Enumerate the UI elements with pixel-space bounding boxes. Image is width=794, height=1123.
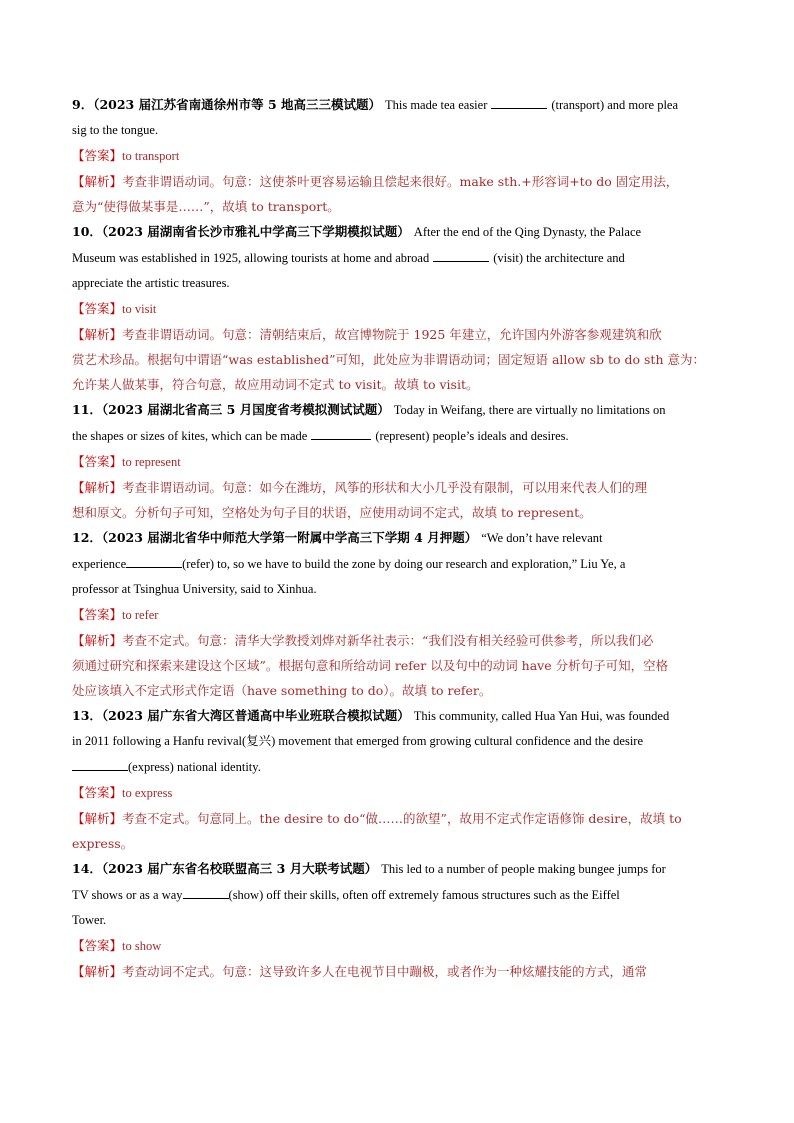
question-source: （2023 届广东省名校联盟高三 3 月大联考试题） — [101, 861, 378, 876]
answer-tag: 【答案】 — [72, 938, 123, 953]
question-number: 9． — [72, 97, 94, 112]
question-text: Tower. — [72, 913, 107, 927]
analysis-text: 考查非谓语动词。句意：这使茶叶更容易运输且偿起来很好。make sth.+形容词+to do 固定用法， — [122, 174, 679, 189]
question-number: 14． — [72, 861, 102, 876]
question-text: “We don’t have relevant — [481, 531, 603, 545]
question-number: 12． — [72, 530, 102, 545]
question-text: (represent) people’s ideals and desires. — [375, 429, 569, 443]
answer-text: to transport — [122, 149, 180, 163]
answer-blank[interactable] — [183, 884, 229, 899]
question-text: the shapes or sizes of kites, which can be made — [72, 429, 308, 443]
question-number: 13． — [72, 708, 102, 723]
question-number: 11． — [72, 402, 102, 417]
analysis-text: 允许某人做某事，符合句意，故应用动词不定式 to visit。故填 to visit。 — [72, 377, 479, 392]
question-text: (visit) the architecture and — [493, 251, 625, 265]
answer-blank[interactable] — [72, 756, 128, 771]
question-13 — [72, 703, 722, 856]
analysis-text: 意为“使得做某事是……”，故填 to transport。 — [72, 199, 340, 214]
answer-tag: 【答案】 — [72, 785, 123, 800]
question-text: appreciate the artistic treasures. — [72, 276, 230, 290]
question-source: （2023 届广东省大湾区普通高中毕业班联合模拟试题） — [101, 708, 410, 723]
document-page — [72, 92, 722, 984]
question-source: （2023 届湖北省华中师范大学第一附属中学高三下学期 4 月押题） — [101, 530, 478, 545]
question-source: （2023 届湖南省长沙市雅礼中学高三下学期模拟试题） — [101, 224, 410, 239]
question-text: TV shows or as a way — [72, 888, 183, 902]
analysis-tag: 【解析】 — [72, 633, 123, 648]
analysis-tag: 【解析】 — [72, 174, 123, 189]
answer-tag: 【答案】 — [72, 454, 123, 469]
question-text: experience — [72, 557, 127, 571]
question-text: This community, called Hua Yan Hui, was founded — [413, 709, 670, 723]
answer-tag: 【答案】 — [72, 301, 123, 316]
analysis-text: 考查动词不定式。句意：这导致许多人在电视节目中蹦极，或者作为一种炫耀技能的方式，通常 — [122, 964, 648, 979]
question-text: Today in Weifang, there are virtually no limitations on — [393, 403, 666, 417]
analysis-text: 想和原文。分析句子可知，空格处为句子目的状语，应使用动词不定式，故填 to represent。 — [72, 505, 592, 520]
question-number: 10． — [72, 224, 102, 239]
answer-text: to refer — [122, 608, 159, 622]
answer-text: to express — [122, 786, 173, 800]
analysis-text: express。 — [72, 836, 134, 851]
question-text: sig to the tongue. — [72, 123, 159, 137]
question-text: in 2011 following a Hanfu revival(复兴) movement that emerged from growing cultural confidence and the desire — [72, 734, 644, 748]
answer-blank[interactable] — [433, 247, 489, 262]
question-text: (transport) and more plea — [551, 98, 679, 112]
question-source: （2023 届江苏省南通徐州市等 5 地高三三模试题） — [93, 97, 381, 112]
analysis-text: 赏艺术珍品。根据句中谓语“was established”可知，此处应为非谓语动词；固定短语 allow sb to do sth 意为： — [72, 352, 705, 367]
answer-blank[interactable] — [311, 425, 371, 440]
answer-blank[interactable] — [491, 94, 547, 109]
analysis-text: 处应该填入不定式形式作定语（have something to do）。故填 to refer。 — [72, 683, 492, 698]
answer-tag: 【答案】 — [72, 607, 123, 622]
analysis-text: 须通过研究和探索来建设这个区域”。根据句意和所给动词 refer 以及句中的动词 have 分析句子可知，空格 — [72, 658, 669, 673]
question-11 — [72, 397, 722, 525]
question-text: (express) national identity. — [128, 760, 261, 774]
analysis-tag: 【解析】 — [72, 811, 123, 826]
analysis-tag: 【解析】 — [72, 327, 123, 342]
analysis-text: 考查非谓语动词。句意：清朝结束后，故宫博物院于 1925 年建立，允许国内外游客参观建筑和欣 — [122, 327, 662, 342]
analysis-text: 考查不定式。句意：清华大学教授刘烨对新华社表示：“我们没有相关经验可供参考，所以我们必 — [122, 633, 654, 648]
analysis-tag: 【解析】 — [72, 480, 123, 495]
question-text: professor at Tsinghua University, said to Xinhua. — [72, 582, 317, 596]
question-text: After the end of the Qing Dynasty, the Palace — [413, 225, 642, 239]
question-text: Museum was established in 1925, allowing tourists at home and abroad — [72, 251, 430, 265]
question-text: This made tea easier — [384, 98, 488, 112]
question-text: (refer) to, so we have to build the zone by doing our research and exploration,” Liu Ye, a — [182, 557, 626, 571]
question-text: This led to a number of people making bungee jumps for — [381, 862, 666, 876]
analysis-text: 考查非谓语动词。句意：如今在潍坊，风筝的形状和大小几乎没有限制，可以用来代表人们的理 — [122, 480, 648, 495]
question-source: （2023 届湖北省高三 5 月国度省考模拟测试试题） — [101, 402, 390, 417]
question-text: (show) off their skills, often off extremely famous structures such as the Eiffel — [228, 888, 620, 902]
question-12 — [72, 525, 722, 703]
answer-blank[interactable] — [126, 553, 182, 568]
question-14 — [72, 856, 722, 984]
analysis-text: 考查不定式。句意同上。the desire to do“做……的欲望”，故用不定式作定语修饰 desire，故填 to — [122, 811, 682, 826]
answer-text: to visit — [122, 302, 157, 316]
answer-text: to show — [122, 939, 162, 953]
analysis-tag: 【解析】 — [72, 964, 123, 979]
answer-tag: 【答案】 — [72, 148, 123, 163]
question-10 — [72, 219, 722, 397]
answer-text: to represent — [122, 455, 181, 469]
question-9 — [72, 92, 722, 219]
